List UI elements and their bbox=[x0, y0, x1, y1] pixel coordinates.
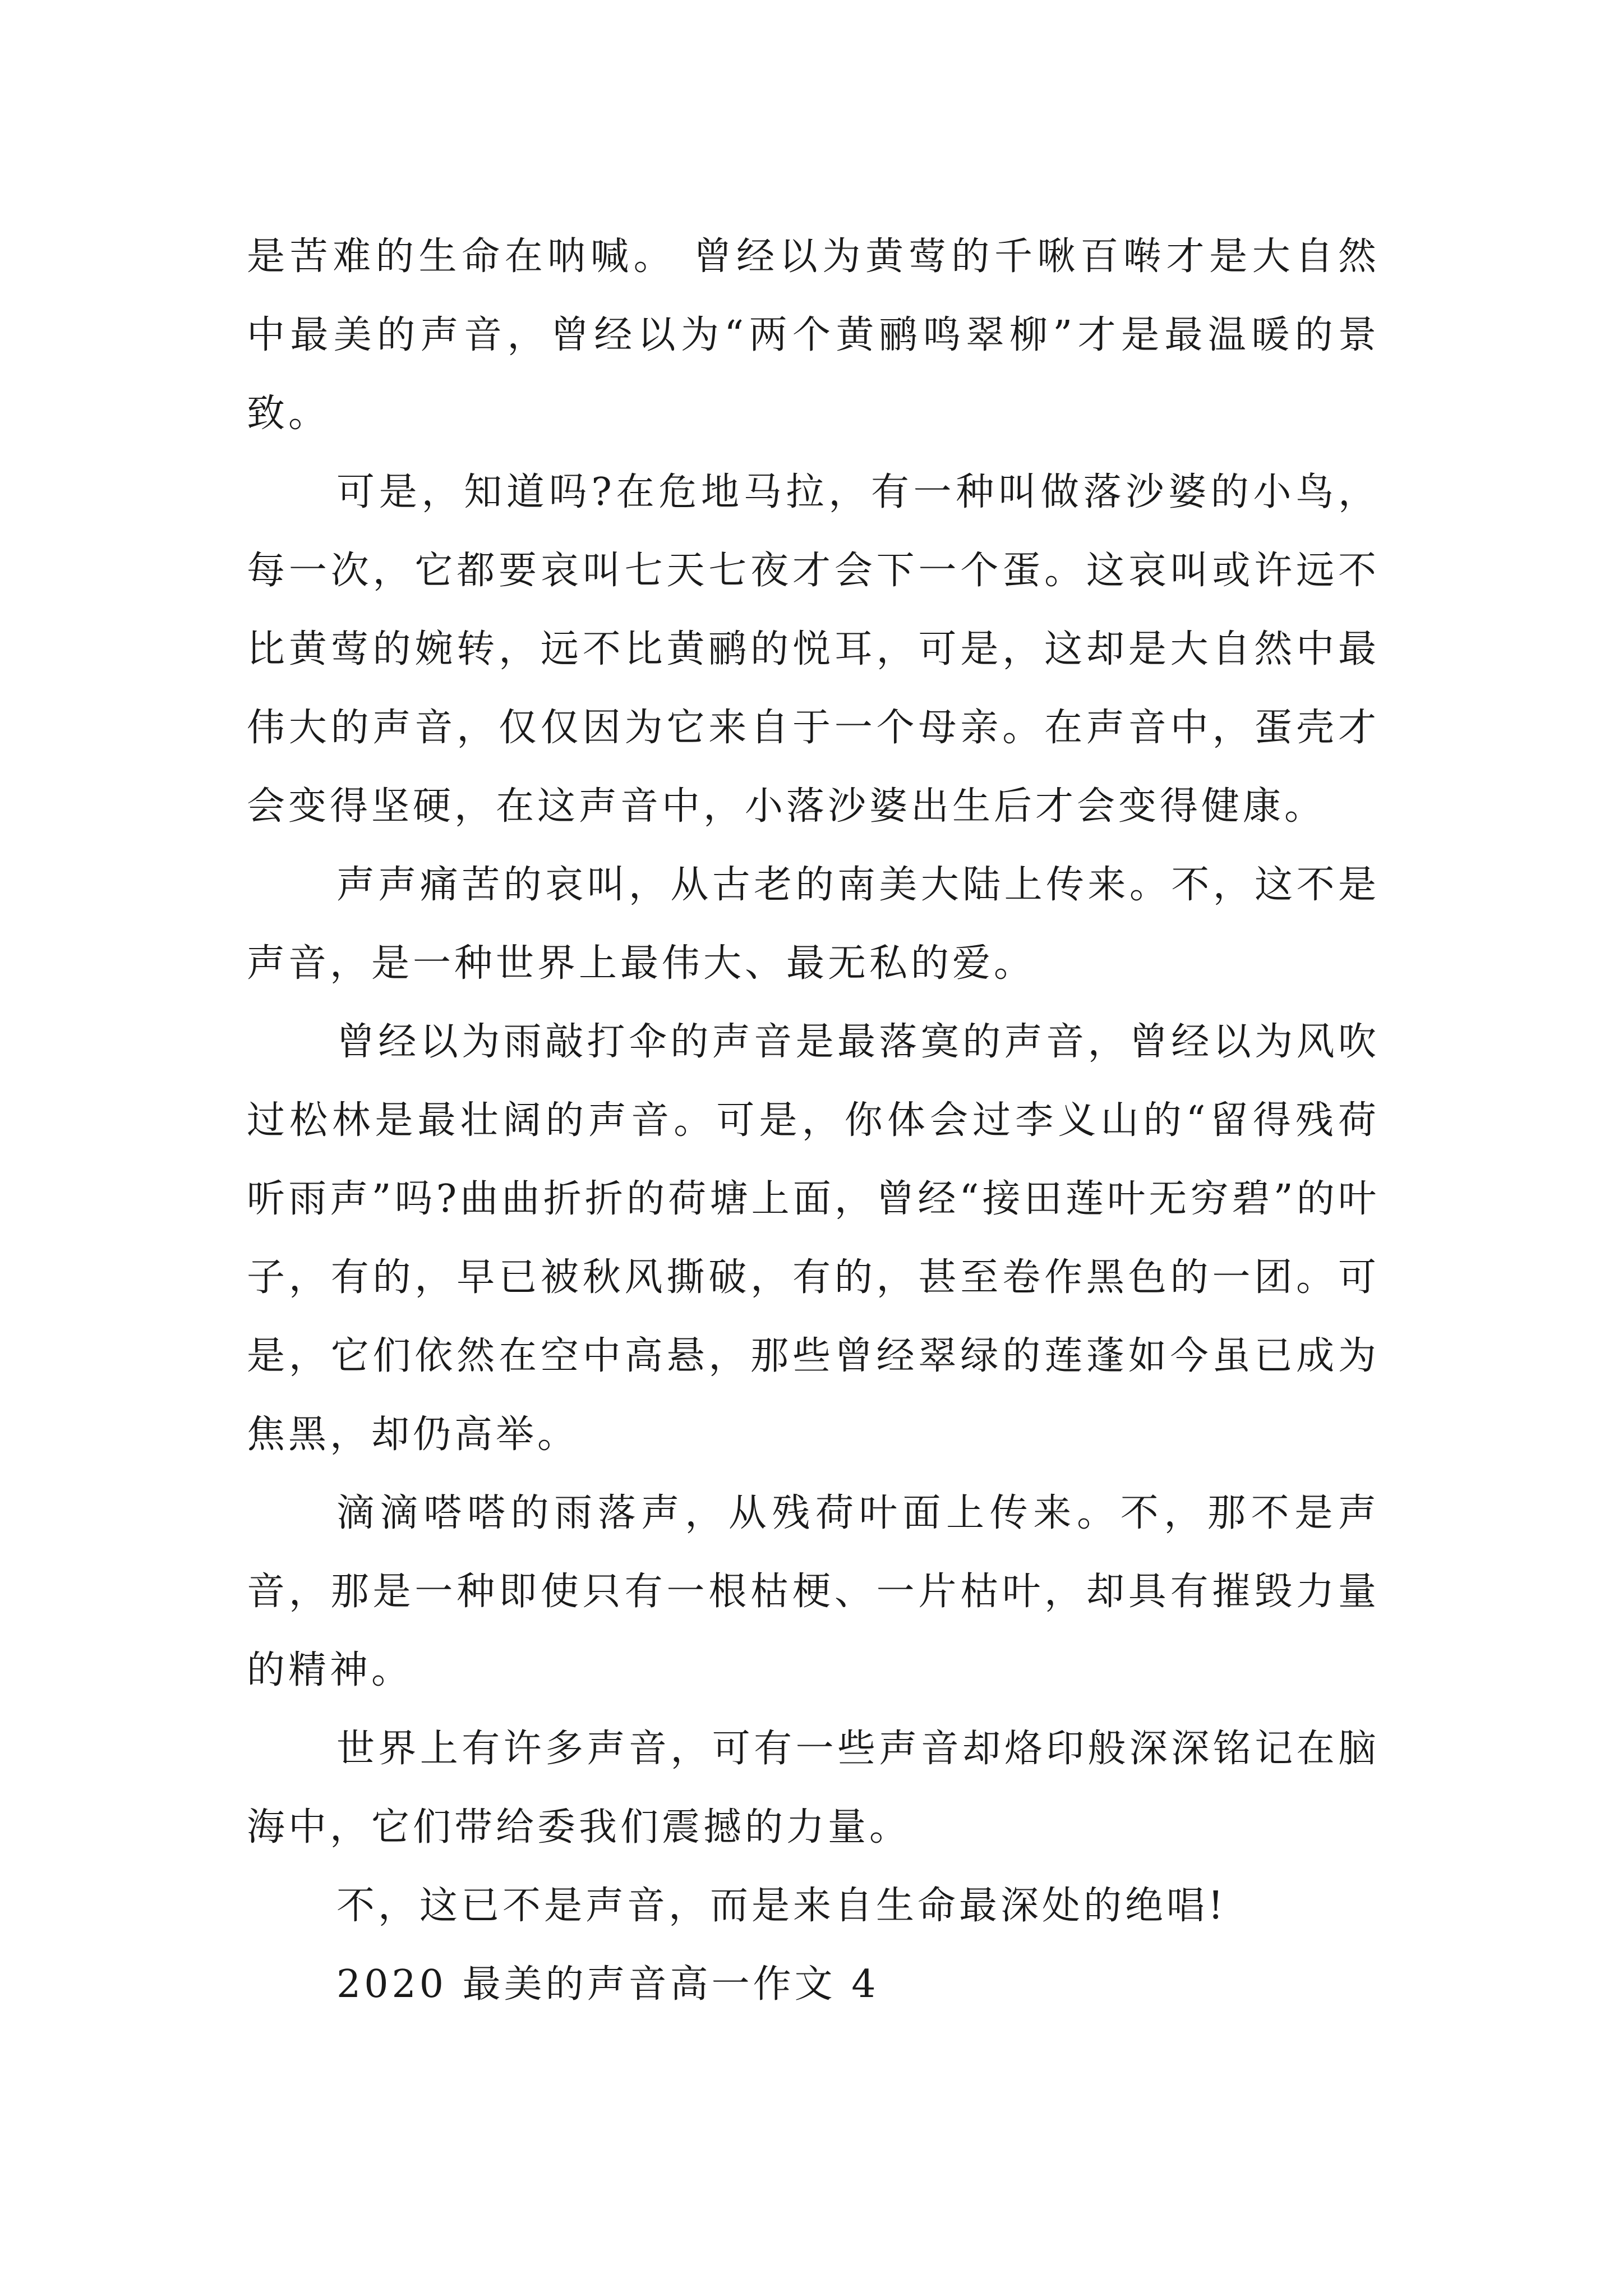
paragraph-2: 可是，知道吗?在危地马拉，有一种叫做落沙婆的小鸟，每一次，它都要哀叫七天七夜才会下一个蛋。这哀叫或许远不比黄莺的婉转，远不比黄鹂的悦耳，可是，这却是大自然中最伟大的声音，仅仅因为它来自于一个母亲。在声音中，蛋壳才会变得坚硬，在这声音中，小落沙婆出生后才会变得健康。 bbox=[247, 470, 1380, 829]
paragraph-7: 不，这已不是声音，而是来自生命最深处的绝唱! bbox=[336, 1884, 1227, 1928]
essay-body bbox=[247, 218, 1380, 2024]
essay-heading: 2020 最美的声音高一作文 4 bbox=[336, 1962, 879, 2007]
paragraph-6: 世界上有许多声音，可有一些声音却烙印般深深铭记在脑海中，它们带给委我们震撼的力量。 bbox=[247, 1727, 1380, 1849]
paragraph-4: 曾经以为雨敲打伞的声音是最落寞的声音，曾经以为风吹过松林是最壮阔的声音。可是，你体会过李义山的“留得残荷听雨声”吗?曲曲折折的荷塘上面，曾经“接田莲叶无穷碧”的叶子，有的，早已被秋风撕破，有的，甚至卷作黑色的一团。可是，它们依然在空中高悬，那些曾经翠绿的莲蓬如今虽已成为焦黑，却仍高举。 bbox=[247, 1020, 1380, 1457]
paragraph-3: 声声痛苦的哀叫，从古老的南美大陆上传来。不，这不是声音，是一种世界上最伟大、最无私的爱。 bbox=[247, 863, 1380, 986]
paragraph-5: 滴滴嗒嗒的雨落声，从残荷叶面上传来。不，那不是声音，那是一种即使只有一根枯梗、一片枯叶，却具有摧毁力量的精神。 bbox=[247, 1491, 1380, 1692]
paragraph-1: 是苦难的生命在呐喊。 曾经以为黄莺的千啾百啭才是大自然中最美的声音，曾经以为“两个黄鹂鸣翠柳”才是最温暖的景致。 bbox=[247, 234, 1380, 436]
